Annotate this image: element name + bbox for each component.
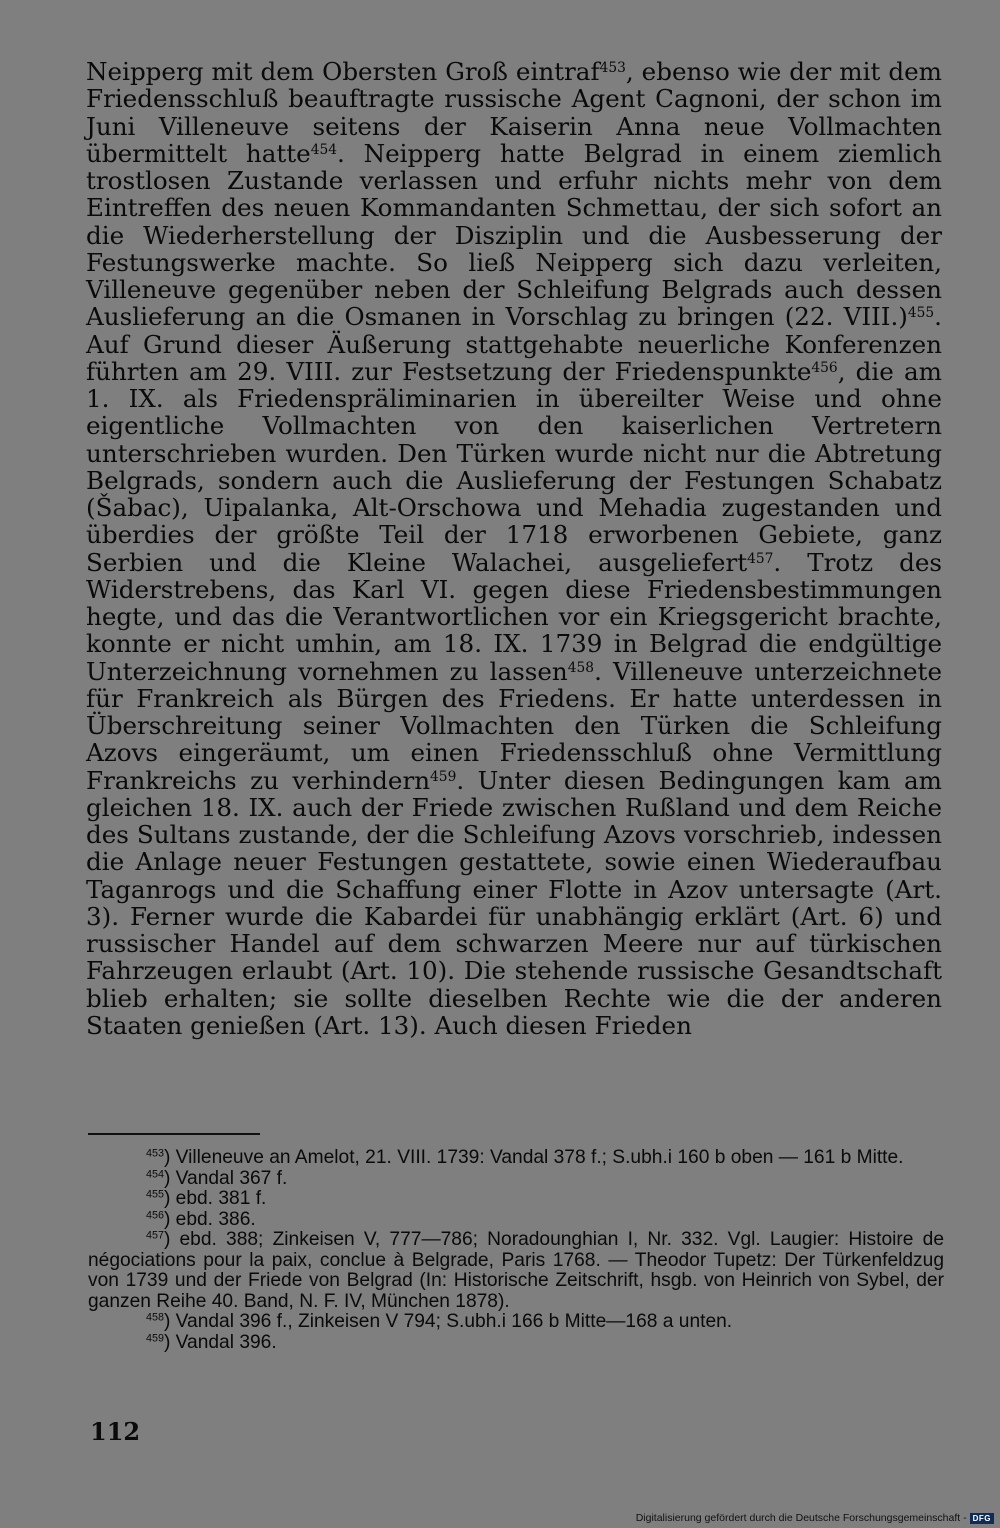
- footnote-divider: [88, 1133, 260, 1135]
- footnote-number: 459: [146, 1332, 164, 1345]
- footnote-ref: 454: [310, 141, 338, 158]
- credit-text: Digitalisierung gefördert durch die Deutsche Forschungsgemeinschaft -: [635, 1512, 967, 1524]
- footnote: $^{454}$) Vandal 367 f.: [146, 1167, 288, 1189]
- footnote-text: ebd. 381 f.: [175, 1188, 267, 1209]
- footnote-text: Vandal 396.: [175, 1331, 277, 1353]
- digitization-credit: [636, 1512, 994, 1524]
- footnote-ref: 455: [907, 305, 935, 321]
- footnote-number: 454: [146, 1168, 164, 1181]
- footnote-ref: 453: [599, 59, 626, 76]
- footnote-text: ebd. 388; Zinkeisen V, 777—786; Noradounghian I, Nr. 332. Vgl. Laugier: Histoire de négociations pour la paix, conclue à Belgrade, Paris 1768. — Theodor Tupetz: Der Türkenfeldzug von 1739 und der Friede von Belgrad (In: Historische Zeitschrift, hsgb. von Heinrich von Sybel, der ganzen Reihe 40. Band, N. F. IV, München 1878).: [88, 1229, 944, 1312]
- footnote-ref: 456: [811, 359, 838, 376]
- footnote-number: 455: [146, 1188, 164, 1201]
- footnote-ref: 457: [747, 550, 774, 567]
- footnote-text: ebd. 386.: [175, 1208, 256, 1230]
- main-text: [86, 58, 942, 1039]
- footnote: $^{459}$) Vandal 396.: [146, 1331, 277, 1353]
- footnote-number: 458: [146, 1311, 164, 1324]
- footnote: $^{457}$) ebd. 388; Zinkeisen V, 777—786; Noradounghian I, Nr. 332. Vgl. Laugier: Histoire de négociations pour la paix, conclue à Belgrade, Paris 1768. — Theodor Tupetz: Der Türkenfeldzug von 1739 und der Friede von Belgrad (In: Historische Zeitschrift, hsgb. von Heinrich von Sybel, der ganzen Reihe 40. Band, N. F. IV, München 1878).: [88, 1229, 944, 1312]
- footnote-text: Villeneuve an Amelot, 21. VIII. 1739: Vandal 378 f.; S.ubh.i 160 b oben — 161 b Mitte.: [175, 1147, 904, 1168]
- page-number: 112: [90, 1417, 141, 1446]
- footnote: $^{456}$) ebd. 386.: [146, 1208, 256, 1230]
- footnotes: [88, 1148, 944, 1353]
- footnote-ref: 459: [430, 768, 457, 785]
- footnote-ref: 458: [567, 659, 595, 676]
- dfg-logo: DFG: [970, 1513, 994, 1524]
- footnote-number: 453: [146, 1147, 164, 1160]
- footnote-number: 456: [146, 1209, 164, 1222]
- footnote-text: Vandal 367 f.: [175, 1167, 288, 1189]
- body-paragraph: Neipperg mit dem Obersten Groß eintraf$^{453}$, ebenso wie der mit dem Friedensschluß beauftragte russische Agent Cagnoni, der schon im Juni Villeneuve seitens der Kaiserin Anna neue Vollmachten übermittelt hatte$^{454}$. Neipperg hatte Belgrad in einem ziemlich trostlosen Zustande verlassen und erfuhr nichts mehr von dem Eintreffen des neuen Kommandanten Schmettau, der sich sofort an die Wiederherstellung der Disziplin und die Ausbesserung der Festungswerke machte. So ließ Neipperg sich dazu verleiten, Villeneuve gegenüber neben der Schleifung Belgrads auch dessen Auslieferung an die Osmanen in Vorschlag zu bringen (22. VIII.)$^{455}$. Auf Grund dieser Äußerung stattgehabte neuerliche Konferenzen führten am 29. VIII. zur Festsetzung der Friedenspunkte$^{456}$, die am 1. IX. als Friedenspräliminarien in übereilter Weise und ohne eigentliche Vollmachten von den kaiserlichen Vertretern unterschrieben wurden. Den Türken wurde nicht nur die Abtretung Belgrads, sondern auch die Auslieferung der Festungen Schabatz (Šabac), Uipalanka, Alt-Orschowa und Mehadia zugestanden und überdies der größte Teil der 1718 erworbenen Gebiete, ganz Serbien und die Kleine Walachei, ausgeliefert$^{457}$. Trotz des Widerstrebens, das Karl VI. gegen diese Friedensbestimmungen hegte, und das die Verantwortlichen vor ein Kriegsgericht brachte, konnte er nicht umhin, am 18. IX. 1739 in Belgrad die endgültige Unterzeichnung vornehmen zu lassen$^{458}$. Villeneuve unterzeichnete für Frankreich als Bürgen des Friedens. Er hatte unterdessen in Überschreitung seiner Vollmachten den Türken die Schleifung Azovs eingeräumt, um einen Friedensschluß ohne Vermittlung Frankreichs zu verhindern$^{459}$. Unter diesen Bedingungen kam am gleichen 18. IX. auch der Friede zwischen Rußland und dem Reiche des Sultans zustande, der die Schleifung Azovs vorschrieb, indessen die Anlage neuer Festungen gestattete, sowie einen Wiederaufbau Taganrogs und die Schaffung einer Flotte in Azov untersagte (Art. 3). Ferner wurde die Kabardei für unabhängig erklärt (Art. 6) und russischer Handel auf dem schwarzen Meere nur auf türkischen Fahrzeugen erlaubt (Art. 10). Die stehende russische Gesandtschaft blieb erhalten; sie sollte dieselben Rechte wie die der anderen Staaten genießen (Art. 13). Auch diesen Frieden: [86, 57, 943, 1040]
- footnote-number: 457: [146, 1229, 164, 1242]
- footnote-text: Vandal 396 f., Zinkeisen V 794; S.ubh.i 166 b Mitte—168 a unten.: [175, 1311, 733, 1332]
- footnote: $^{458}$) Vandal 396 f., Zinkeisen V 794; S.ubh.i 166 b Mitte—168 a unten.: [146, 1311, 733, 1332]
- footnote: $^{455}$) ebd. 381 f.: [146, 1188, 267, 1209]
- footnote: $^{453}$) Villeneuve an Amelot, 21. VIII. 1739: Vandal 378 f.; S.ubh.i 160 b oben — 161 b Mitte.: [146, 1147, 904, 1168]
